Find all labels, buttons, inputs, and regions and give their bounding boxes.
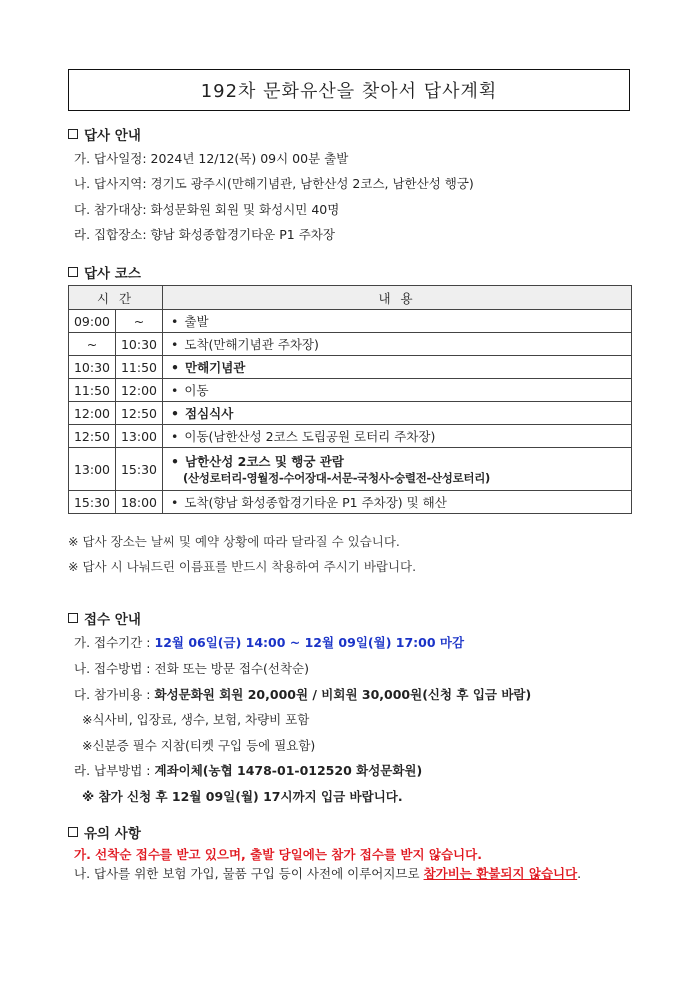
caution-item-refund: 나. 답사를 위한 보험 가입, 물품 구입 등이 사전에 이루어지므로 참가비는 환불되지 않습니다. (74, 866, 582, 881)
bullet-icon: • (171, 454, 179, 469)
table-row: 15:30 18:00 • 도착(향남 화성종합경기타운 P1 주차장) 및 해산 (69, 491, 632, 514)
reception-method: 나. 접수방법 : 전화 또는 방문 접수(선착순) (74, 661, 309, 676)
reception-fee: 다. 참가비용 : 화성문화원 회원 20,000원 / 비회원 30,000원(신청 후 입금 바람) (74, 687, 532, 702)
guide-item-target: 다. 참가대상: 화성문화원 회원 및 화성시민 40명 (74, 202, 340, 217)
table-row: 10:30 11:50 • 만해기념관 (69, 356, 632, 379)
reception-period: 가. 접수기간 : 12월 06일(금) 14:00 ~ 12월 09일(월) 17:00 마감 (74, 635, 465, 650)
table-row: 09:00 ~ • 출발 (69, 310, 632, 333)
table-row: 11:50 12:00 • 이동 (69, 379, 632, 402)
bullet-icon: • (171, 429, 179, 444)
course-note-nametag: ※ 답사 시 나눠드린 이름표를 반드시 착용하여 주시기 바랍니다. (68, 559, 417, 574)
col-content-header: 내 용 (163, 286, 632, 310)
col-time-header: 시 간 (69, 286, 163, 310)
caution-item-first-come: 가. 선착순 접수를 받고 있으며, 출발 당일에는 참가 접수를 받지 않습니다. (74, 847, 482, 862)
section-caution-heading: 유의 사항 (68, 822, 141, 842)
bullet-icon: • (171, 383, 179, 398)
section-reception-heading: 접수 안내 (68, 608, 141, 628)
reception-payment: 라. 납부방법 : 계좌이체(농협 1478-01-012520 화성문화원) (74, 763, 423, 778)
guide-item-region: 나. 답사지역: 경기도 광주시(만해기념관, 남한산성 2코스, 남한산성 행궁) (74, 176, 474, 191)
guide-item-schedule: 가. 답사일정: 2024년 12/12(목) 09시 00분 출발 (74, 151, 349, 166)
bullet-icon: • (171, 337, 179, 352)
bullet-icon: • (171, 406, 179, 421)
reception-fee-note-included: ※식사비, 입장료, 생수, 보험, 차량비 포함 (82, 712, 310, 727)
table-row: 13:00 15:30 • 남한산성 2코스 및 행궁 관람 (산성로터리-영월정-수어장대-서문-국청사-숭렬전-산성로터리) (69, 448, 632, 491)
table-row: 12:00 12:50 • 점심식사 (69, 402, 632, 425)
reception-fee-note-id: ※신분증 필수 지참(티켓 구입 등에 필요함) (82, 738, 316, 753)
course-table-header (69, 286, 632, 310)
course-table (68, 285, 632, 514)
checkbox-square-icon (68, 827, 78, 837)
table-row: 12:50 13:00 • 이동(남한산성 2코스 도립공원 로터리 주차장) (69, 425, 632, 448)
checkbox-square-icon (68, 613, 78, 623)
bullet-icon: • (171, 360, 179, 375)
reception-payment-note: ※ 참가 신청 후 12월 09일(월) 17시까지 입금 바랍니다. (82, 789, 403, 804)
checkbox-square-icon (68, 267, 78, 277)
document-title: 192차 문화유산을 찾아서 답사계획 (68, 69, 630, 111)
section-guide-heading: 답사 안내 (68, 124, 141, 144)
checkbox-square-icon (68, 129, 78, 139)
table-row: ~ 10:30 • 도착(만해기념관 주차장) (69, 333, 632, 356)
course-note-weather: ※ 답사 장소는 날씨 및 예약 상황에 따라 달라질 수 있습니다. (68, 534, 400, 549)
section-course-heading: 답사 코스 (68, 262, 141, 282)
bullet-icon: • (171, 495, 179, 510)
bullet-icon: • (171, 314, 179, 329)
guide-item-meeting-place: 라. 집합장소: 향남 화성종합경기타운 P1 주차장 (74, 227, 335, 242)
